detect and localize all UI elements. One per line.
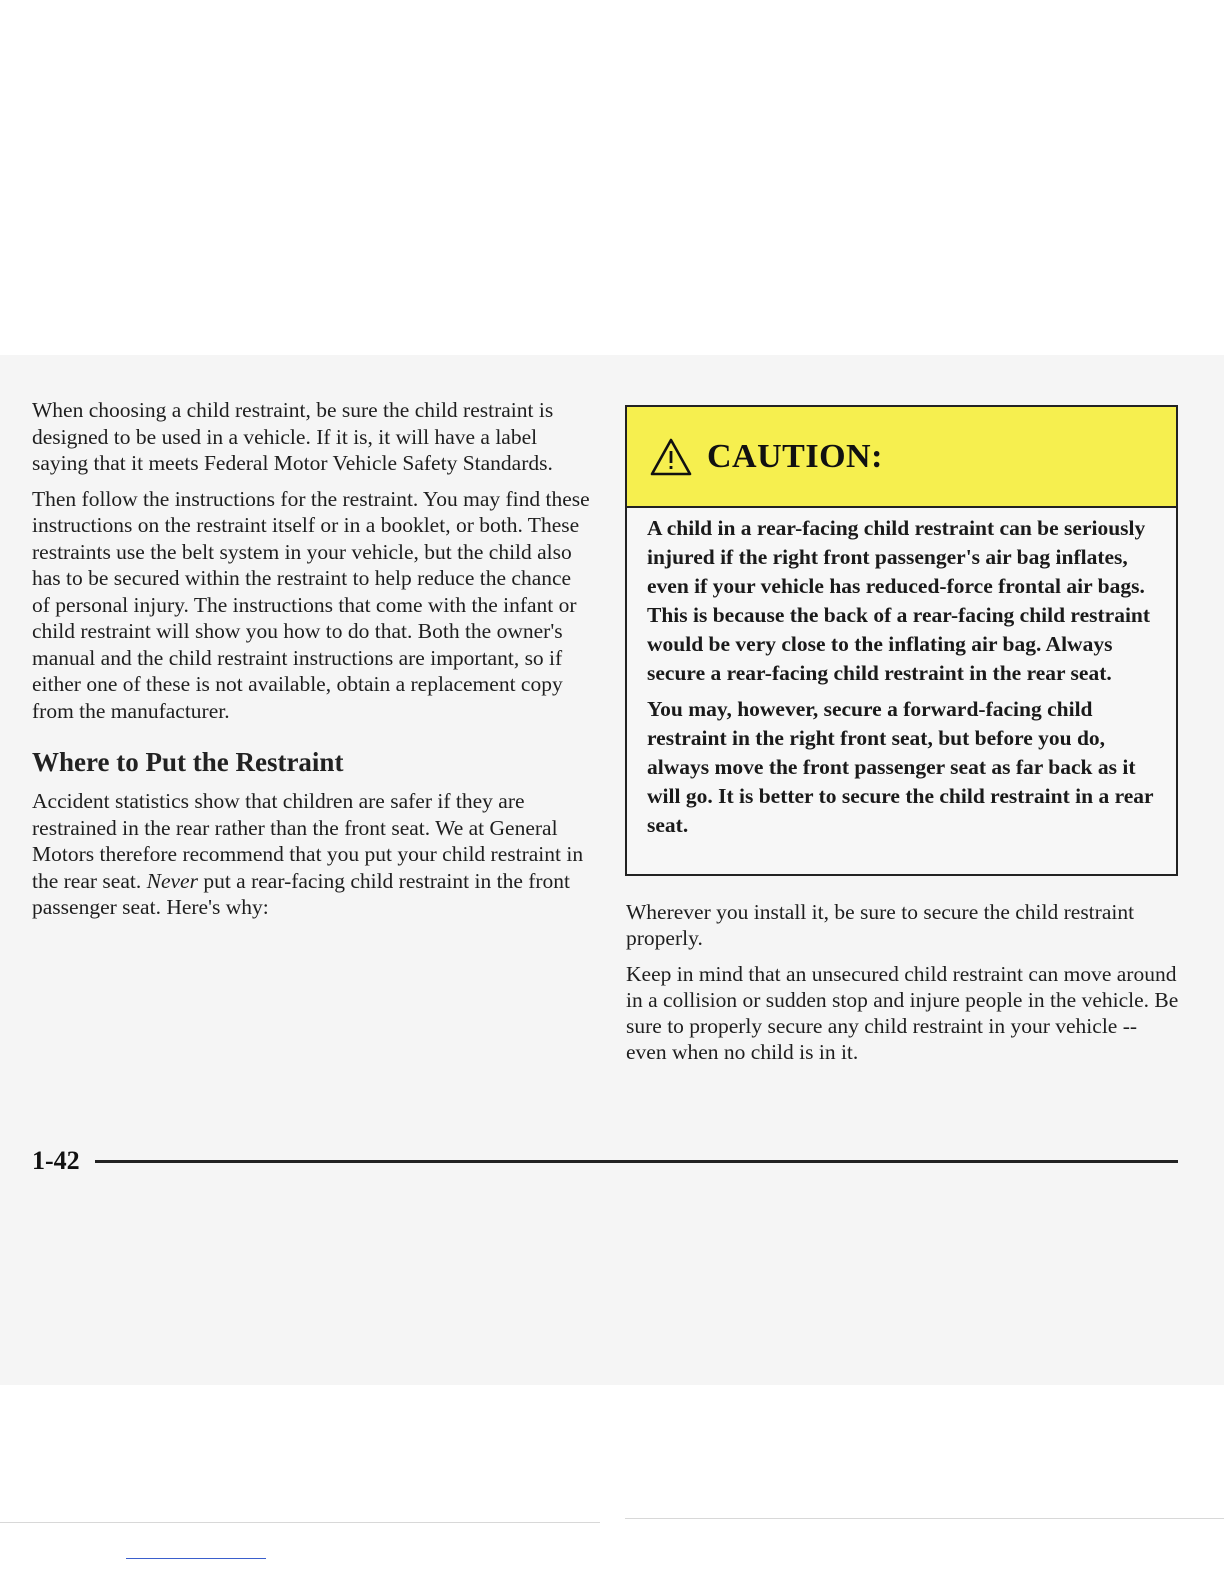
paragraph-follow-instructions: Then follow the instructions for the restraint. You may find these instructions on the restraint itself or in a booklet, or both. These restraints use the belt system in your vehicle, but the child also has to be secured within the restraint to help reduce the chance of personal injury. The instructions that come with the infant or child restraint will show you how to do that. Both the owner's manual and the child restraint instructions are important, so if either one of these is not available, obtain a replacement copy from the manufacturer. (32, 486, 590, 723)
accident-text-start: Accident statistics show that children are safer if they are restrained in the rear rather than the front seat. We at General Motors therefore recommend that you put your child restraint in the rear seat. (32, 789, 584, 893)
paragraph-accident-statistics (32, 788, 592, 921)
accident-text-end: put a rear-facing child restraint in the front passenger seat. Here's why: (32, 868, 571, 919)
footer-rule (95, 1160, 1178, 1163)
paragraph-unsecured-restraint: Keep in mind that an unsecured child restraint can move around in a collision or sudden stop and injure people in the vehicle. Be sure to properly secure any child restraint in your vehicle -- even when no child is in it. (626, 962, 1179, 1064)
caution-header (627, 407, 1176, 508)
caution-title: CAUTION: (707, 437, 883, 475)
left-column (32, 397, 592, 930)
paragraph-choosing-restraint: When choosing a child restraint, be sure the child restraint is designed to be used in a vehicle. If it is, it will have a label saying that it meets Federal Motor Vehicle Safety Standards. (32, 398, 554, 475)
scan-line-left (0, 1522, 600, 1523)
scan-line-right (625, 1518, 1224, 1519)
caution-paragraph-rear-facing: A child in a rear-facing child restraint can be seriously injured if the right front passenger's air bag inflates, even if your vehicle has reduced-force frontal air bags. This is because the back of a rear-facing child restraint would be very close to the inflating air bag. Always secure a rear-facing child restraint in the rear seat. (647, 516, 1151, 685)
right-column (626, 899, 1181, 1075)
warning-triangle-icon (649, 437, 693, 477)
section-heading: Where to Put the Restraint (32, 747, 344, 777)
bottom-underline (126, 1558, 266, 1559)
never-emphasis: Never (146, 868, 198, 893)
caution-box (625, 405, 1178, 876)
paragraph-install-properly: Wherever you install it, be sure to secure the child restraint properly. (626, 900, 1135, 950)
caution-body (627, 508, 1176, 840)
caution-paragraph-forward-facing: You may, however, secure a forward-facing child restraint in the right front seat, but before you do, always move the front passenger seat as far back as it will go. It is better to secure the child restraint in a rear seat. (647, 697, 1154, 837)
page-number: 1-42 (32, 1146, 80, 1175)
